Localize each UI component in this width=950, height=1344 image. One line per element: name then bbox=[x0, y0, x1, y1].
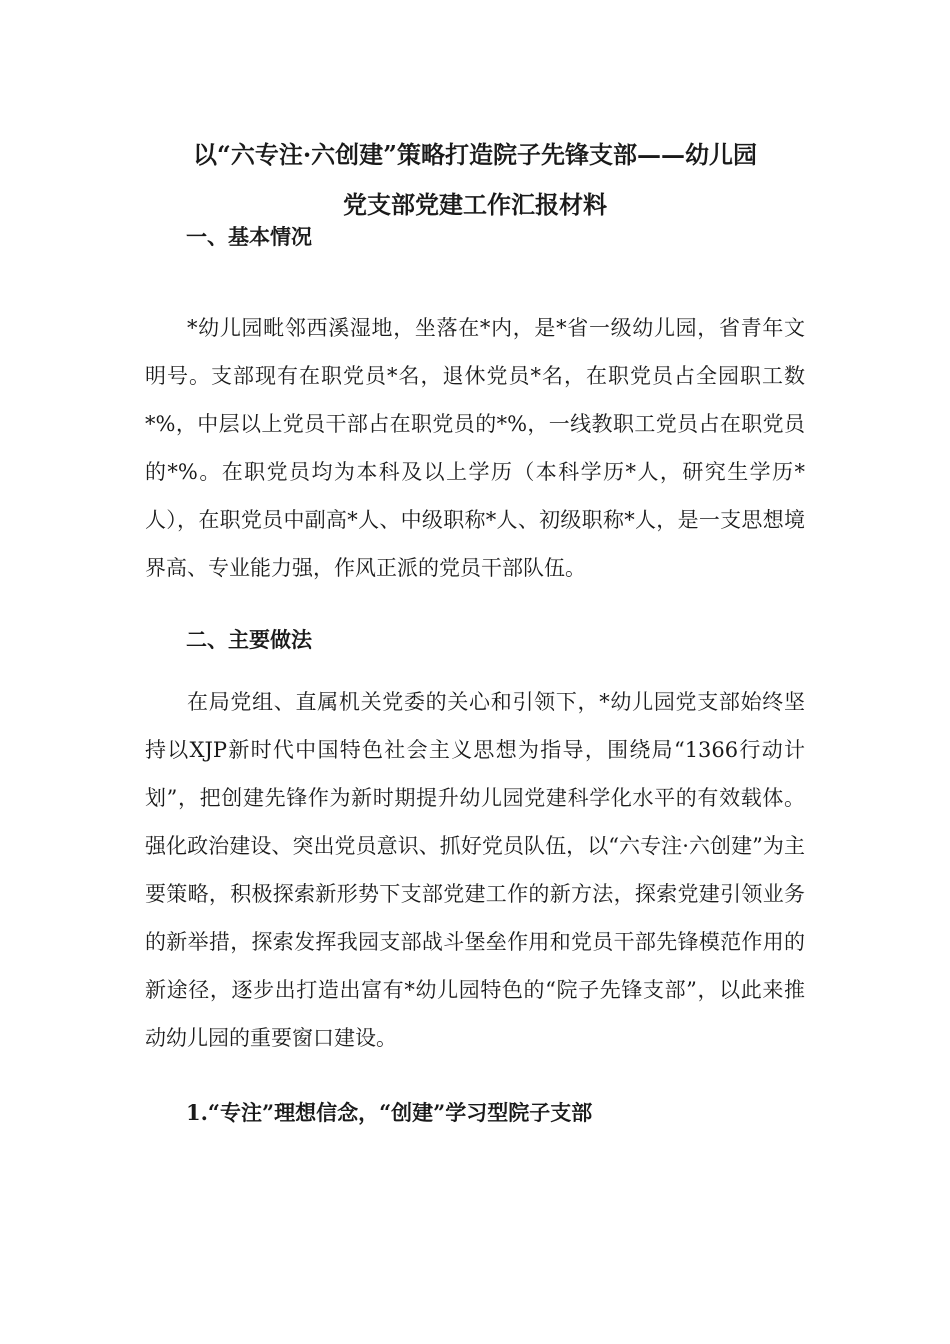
section-heading-basic-situation: 一、基本情况 bbox=[186, 224, 312, 249]
section-heading-main-practices: 二、主要做法 bbox=[186, 627, 312, 652]
section-paragraph-main-practices: 在局党组、直属机关党委的关心和引领下，*幼儿园党支部始终坚持以XJP新时代中国特色社会主义思想为指导，围绕局“1366行动计划”，把创建先锋作为新时期提升幼儿园党建科学化水平的有效载体。强化政治建设、突出党员意识、抓好党员队伍，以“六专注·六创建”为主要策略，积极探索新形势下支部党建工作的新方法，探索党建引领业务的新举措，探索发挥我园支部战斗堡垒作用和党员干部先锋模范作用的新途径，逐步出打造出富有*幼儿园特色的“院子先锋支部”，以此来推动幼儿园的重要窗口建设。 bbox=[145, 690, 805, 1050]
subsection-heading-ideals: 1.“专注”理想信念，“创建”学习型院子支部 bbox=[186, 1100, 593, 1125]
section-paragraph-basic-situation: *幼儿园毗邻西溪湿地，坐落在*内，是*省一级幼儿园，省青年文明号。支部现有在职党员*名，退休党员*名，在职党员占全园职工数*%，中层以上党员干部占在职党员的*%，一线教职工党员占在职党员的*%。在职党员均为本科及以上学历（本科学历*人，研究生学历*人），在职党员中副高*人、中级职称*人、初级职称*人，是一支思想境界高、专业能力强，作风正派的党员干部队伍。 bbox=[145, 316, 805, 580]
document-title-line2: 党支部党建工作汇报材料 bbox=[343, 190, 607, 219]
document-title-line1: 以“六专注·六创建”策略打造院子先锋支部——幼儿园 bbox=[193, 140, 757, 169]
